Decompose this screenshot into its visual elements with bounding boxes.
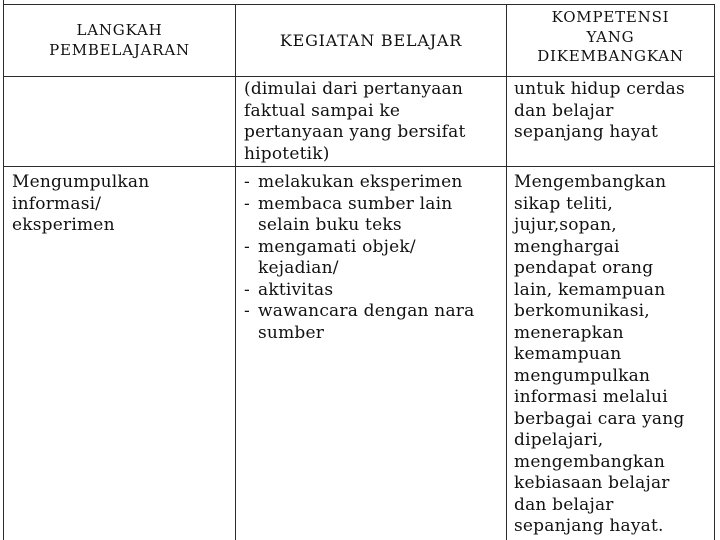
header-langkah-line-1: LANGKAH xyxy=(76,21,163,39)
bullet-dash: - xyxy=(244,172,250,192)
grid-hline-top xyxy=(3,4,715,5)
header-kegiatan xyxy=(236,31,506,51)
activity-line: selain buku teks xyxy=(258,215,402,235)
row1-kegiatan-cell xyxy=(244,79,502,165)
row2-langkah-cell xyxy=(12,172,232,237)
header-langkah-line-2: PEMBELAJARAN xyxy=(49,41,190,59)
bullet-dash: - xyxy=(244,236,250,257)
header-kompetensi-line-1: KOMPETENSI xyxy=(551,8,670,26)
header-kegiatan-line-1: KEGIATAN BELAJAR xyxy=(279,31,463,50)
row1-kegiatan-line: faktual sampai ke xyxy=(244,100,401,121)
activity-line: aktivitas xyxy=(258,279,334,300)
row2-kompetensi-line: kebiasaan belajar xyxy=(514,473,670,493)
row2-kompetensi-line: kemampuan xyxy=(514,344,622,364)
activity-item xyxy=(244,301,502,344)
row1-kegiatan-line: (dimulai dari pertanyaan xyxy=(244,79,464,99)
bullet-dash: - xyxy=(244,279,250,300)
activity-line: sumber xyxy=(258,322,325,343)
row2-langkah-line: informasi/ xyxy=(12,193,102,214)
row1-kegiatan-line: hipotetik) xyxy=(244,143,330,164)
activity-list xyxy=(244,172,502,344)
row2-kompetensi-line: dan belajar xyxy=(514,494,614,515)
header-kompetensi xyxy=(507,8,714,67)
activity-item xyxy=(244,194,502,237)
grid-vline-left xyxy=(3,0,4,540)
row1-kompetensi-line: dan belajar xyxy=(514,100,614,121)
activity-line: membaca sumber lain xyxy=(258,193,453,214)
bullet-dash: - xyxy=(244,193,250,214)
row2-kompetensi-line: sepanjang hayat. xyxy=(514,516,664,536)
row2-kompetensi-line: Mengembangkan xyxy=(514,172,667,192)
grid-vline-col2 xyxy=(506,4,507,540)
row2-kompetensi-line: dipelajari, xyxy=(514,430,604,450)
grid-hline-row-divider xyxy=(3,166,715,167)
row2-kompetensi-line: mengumpulkan xyxy=(514,365,651,386)
row1-kompetensi-line: sepanjang hayat xyxy=(514,122,659,142)
row2-kompetensi-line: lain, kemampuan xyxy=(514,279,666,300)
grid-vline-right xyxy=(714,4,715,540)
row2-kompetensi-line: menghargai xyxy=(514,236,620,257)
row2-langkah-line: eksperimen xyxy=(12,215,115,235)
row2-langkah-line: Mengumpulkan xyxy=(12,172,150,192)
activity-line: melakukan eksperimen xyxy=(258,172,463,192)
row2-kompetensi-line: pendapat orang xyxy=(514,258,654,278)
activity-item xyxy=(244,280,502,302)
activity-line: wawancara dengan nara xyxy=(258,301,475,321)
activity-item xyxy=(244,172,502,194)
header-kompetensi-line-3: DIKEMBANGKAN xyxy=(537,47,684,65)
grid-hline-header-bottom xyxy=(3,76,715,77)
row1-kompetensi-line: untuk hidup cerdas xyxy=(514,79,685,99)
header-kompetensi-line-2: YANG xyxy=(586,27,635,46)
row2-kompetensi-line: sikap teliti, xyxy=(514,193,613,214)
row2-kompetensi-line: mengembangkan xyxy=(514,451,666,472)
bullet-dash: - xyxy=(244,301,250,321)
row2-kegiatan-cell xyxy=(244,172,502,344)
row2-kompetensi-line: informasi melalui xyxy=(514,387,668,407)
activity-item xyxy=(244,237,502,280)
activity-line: kejadian/ xyxy=(258,258,339,278)
row2-kompetensi-line: berkomunikasi, xyxy=(514,301,650,321)
header-langkah xyxy=(4,20,235,60)
row2-kompetensi-line: menerapkan xyxy=(514,322,624,343)
activity-line: mengamati objek/ xyxy=(258,236,416,257)
row2-kompetensi-line: berbagai cara yang xyxy=(514,408,685,429)
row2-kompetensi-cell xyxy=(514,172,712,538)
row1-kompetensi-cell xyxy=(514,79,712,144)
grid-vline-col1 xyxy=(235,4,236,540)
row1-kegiatan-line: pertanyaan yang bersifat xyxy=(244,122,466,142)
row2-kompetensi-line: jujur,sopan, xyxy=(514,215,617,235)
